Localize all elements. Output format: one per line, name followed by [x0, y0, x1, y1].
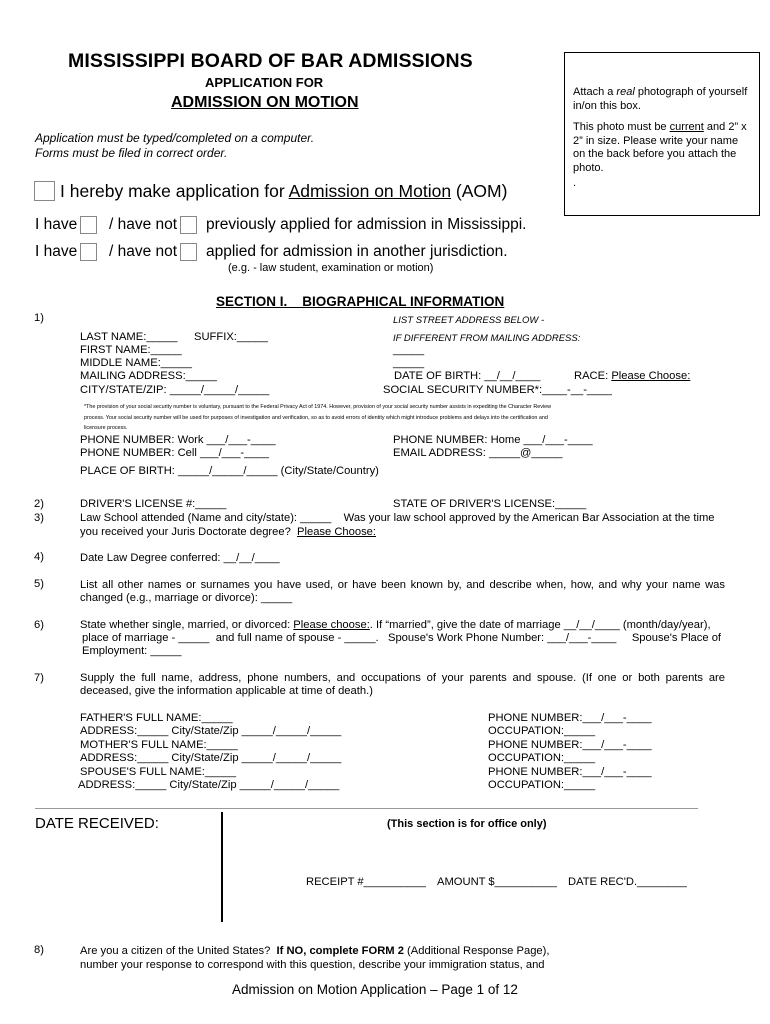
- have-not-label-2: / have not: [109, 243, 178, 260]
- middle-name-field[interactable]: MIDDLE NAME:_____: [80, 357, 192, 369]
- other-names-field[interactable]: List all other names or surnames you have used, or have been known by, and describe when, how, and why your name was changed (e.g., marriage or divorce): _____: [80, 579, 725, 605]
- spouse-phone-field[interactable]: PHONE NUMBER:___/___-____: [488, 766, 652, 778]
- ssn-note-3: licensure process.: [84, 425, 128, 431]
- have-not-checkbox-2[interactable]: [180, 243, 197, 261]
- spouse-address-field[interactable]: ADDRESS:_____ City/State/Zip _____/_____/_____: [78, 779, 340, 791]
- dob-field[interactable]: DATE OF BIRTH: __/__/____: [394, 370, 541, 382]
- section-heading: SECTION I. BIOGRAPHICAL INFORMATION: [216, 294, 505, 309]
- suffix-field[interactable]: SUFFIX:_____: [194, 331, 268, 343]
- marital-status-field[interactable]: State whether single, married, or divorced: Please choose:. If “married”, give the date of marriage __/__/____ (month/day/year),: [80, 619, 711, 631]
- last-name-field[interactable]: LAST NAME:_____: [80, 331, 178, 343]
- mailing-address-field[interactable]: MAILING ADDRESS:_____: [80, 370, 217, 382]
- typed-note: Application must be typed/completed on a computer.: [35, 131, 315, 145]
- photo-box[interactable]: [564, 52, 760, 216]
- example-note: (e.g. - law student, examination or motion): [228, 262, 434, 274]
- application-for-label: APPLICATION FOR: [205, 75, 324, 90]
- license-state-field[interactable]: STATE OF DRIVER'S LICENSE:_____: [393, 498, 587, 510]
- father-occupation-field[interactable]: OCCUPATION:_____: [488, 725, 596, 737]
- aom-checkbox[interactable]: [34, 181, 55, 201]
- phone-cell-field[interactable]: PHONE NUMBER: Cell ___/___-____: [80, 447, 270, 459]
- date-received-label: DATE RECEIVED:: [35, 815, 159, 832]
- law-degree-date-field[interactable]: Date Law Degree conferred: __/__/____: [80, 552, 280, 564]
- q7-number: 7): [34, 672, 44, 684]
- mother-name-field[interactable]: MOTHER'S FULL NAME:_____: [80, 739, 238, 751]
- marriage-details-field[interactable]: place of marriage - _____ and full name of spouse - _____. Spouse's Work Phone Number: ___/___-____ Spouse's Place of: [82, 632, 722, 644]
- citizenship-question[interactable]: Are you a citizen of the United States? If NO, complete FORM 2 (Additional Response Page),: [80, 945, 550, 957]
- receipt-field[interactable]: RECEIPT #__________: [306, 876, 426, 888]
- i-have-label-1: I have: [35, 216, 78, 233]
- drivers-license-field[interactable]: DRIVER'S LICENSE #:_____: [80, 498, 227, 510]
- if-different-label: IF DIFFERENT FROM MAILING ADDRESS:: [393, 333, 581, 344]
- phone-home-field[interactable]: PHONE NUMBER: Home ___/___-____: [393, 434, 593, 446]
- ssn-field[interactable]: SOCIAL SECURITY NUMBER*:____-__-____: [383, 384, 612, 396]
- aba-approved-field[interactable]: you received your Juris Doctorate degree? Please Choose:: [80, 526, 377, 538]
- spouse-employment-field[interactable]: Employment: _____: [82, 645, 182, 657]
- previously-applied-text: previously applied for admission in Mississippi.: [206, 216, 527, 233]
- photo-instruction-2: This photo must be current and 2” x 2” in size. Please write your name on the back before you attach the photo.: [573, 121, 747, 174]
- first-name-field[interactable]: FIRST NAME:_____: [80, 344, 182, 356]
- admission-on-motion-label: ADMISSION ON MOTION: [171, 94, 359, 111]
- mother-occupation-field[interactable]: OCCUPATION:_____: [488, 752, 596, 764]
- birthplace-field[interactable]: PLACE OF BIRTH: _____/_____/_____ (City/State/Country): [80, 465, 379, 477]
- photo-instruction-1: Attach a real photograph of yourself in/on this box.: [573, 86, 748, 112]
- page-footer: Admission on Motion Application – Page 1 of 12: [232, 982, 518, 997]
- list-street-label: LIST STREET ADDRESS BELOW -: [393, 315, 545, 326]
- street-field-2[interactable]: _____: [393, 357, 425, 369]
- phone-work-field[interactable]: PHONE NUMBER: Work ___/___-____: [80, 434, 276, 446]
- q7-instructions: Supply the full name, address, phone numbers, and occupations of your parents and spouse. (If one or both parents are deceased, give the information applicable at time of death.): [80, 672, 725, 698]
- mother-phone-field[interactable]: PHONE NUMBER:___/___-____: [488, 739, 652, 751]
- street-field-1[interactable]: _____: [393, 344, 425, 356]
- law-school-field[interactable]: Law School attended (Name and city/state): _____ Was your law school approved by the American Bar Association at the time: [80, 512, 715, 524]
- office-vertical-rule: [221, 812, 223, 922]
- q3-number: 3): [34, 512, 44, 524]
- q4-number: 4): [34, 551, 44, 563]
- order-note: Forms must be filed in correct order.: [35, 146, 228, 160]
- aom-statement: I hereby make application for Admission on Motion (AOM): [60, 181, 508, 201]
- mother-address-field[interactable]: ADDRESS:_____ City/State/Zip _____/_____/_____: [80, 752, 342, 764]
- spouse-occupation-field[interactable]: OCCUPATION:_____: [488, 779, 596, 791]
- amount-field[interactable]: AMOUNT $__________: [437, 876, 557, 888]
- page-title: MISSISSIPPI BOARD OF BAR ADMISSIONS: [68, 50, 473, 72]
- have-not-checkbox-1[interactable]: [180, 216, 197, 234]
- spouse-name-field[interactable]: SPOUSE'S FULL NAME:_____: [80, 766, 236, 778]
- q5-number: 5): [34, 578, 44, 590]
- citizenship-instructions: number your response to correspond with this question, describe your immigration status, and: [80, 959, 545, 971]
- date-recd-field[interactable]: DATE REC'D.________: [568, 876, 687, 888]
- city-state-zip-field[interactable]: CITY/STATE/ZIP: _____/_____/_____: [80, 384, 270, 396]
- ssn-note-2: process. Your social security number will be used for purposes of investigation and verification, so as to avoid errors of identity which might introduce problems and delays into the certification and: [84, 415, 548, 421]
- q6-number: 6): [34, 619, 44, 631]
- i-have-label-2: I have: [35, 243, 78, 260]
- have-not-label-1: / have not: [109, 216, 178, 233]
- q8-number: 8): [34, 944, 44, 956]
- office-use-label: (This section is for office only): [387, 818, 547, 830]
- race-field[interactable]: RACE: Please Choose:: [574, 370, 691, 382]
- q2-number: 2): [34, 498, 44, 510]
- q1-number: 1): [34, 312, 44, 324]
- father-phone-field[interactable]: PHONE NUMBER:___/___-____: [488, 712, 652, 724]
- father-address-field[interactable]: ADDRESS:_____ City/State/Zip _____/_____/_____: [80, 725, 342, 737]
- have-checkbox-2[interactable]: [80, 243, 97, 261]
- photo-instruction-3: .: [573, 177, 577, 189]
- ssn-note-1: *The provision of your social security number is voluntary, pursuant to the Federal Privacy Act of 1974. However, provision of your social security number assists in expediting the Character Review: [84, 404, 552, 410]
- father-name-field[interactable]: FATHER'S FULL NAME:_____: [80, 712, 233, 724]
- office-divider: [35, 808, 698, 809]
- email-field[interactable]: EMAIL ADDRESS: _____@_____: [393, 447, 563, 459]
- another-jurisdiction-text: applied for admission in another jurisdiction.: [206, 243, 508, 260]
- have-checkbox-1[interactable]: [80, 216, 97, 234]
